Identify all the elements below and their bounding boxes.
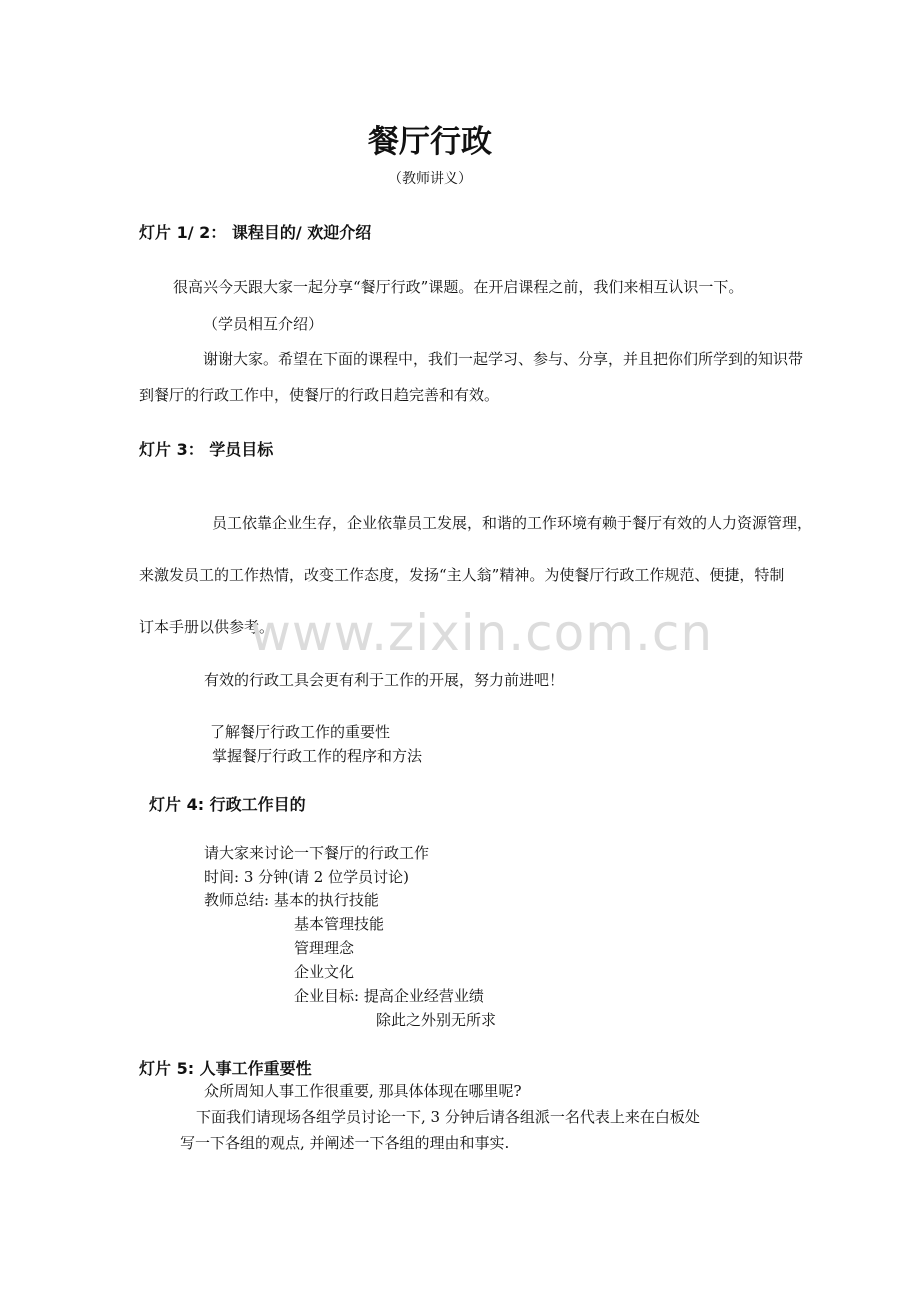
list-item: 企业文化 (294, 963, 355, 981)
paragraph: （学员相互介绍） (203, 315, 324, 333)
list-item: 管理理念 (294, 939, 355, 957)
list-item: 掌握餐厅行政工作的程序和方法 (212, 747, 423, 765)
watermark-text: www.zixin.com.cn (250, 604, 714, 662)
list-item: 请大家来讨论一下餐厅的行政工作 (204, 844, 430, 862)
section-heading-slide-1-2: 灯片 1/ 2： 课程目的/ 欢迎介绍 (139, 223, 372, 242)
document-subtitle: （教师讲义） (388, 171, 472, 187)
paragraph: 订本手册以供参考。 (139, 618, 275, 636)
document-title: 餐厅行政 (368, 124, 492, 160)
paragraph: 写一下各组的观点, 并阐述一下各组的理由和事实. (180, 1134, 510, 1152)
list-item: 时间: 3 分钟(请 2 位学员讨论) (204, 868, 409, 886)
paragraph: 来激发员工的工作热情，改变工作态度，发扬“主人翁”精神。为使餐厅行政工作规范、便捷，特制 (139, 566, 785, 584)
paragraph: 到餐厅的行政工作中，使餐厅的行政日趋完善和有效。 (139, 386, 500, 404)
list-item: 了解餐厅行政工作的重要性 (210, 723, 391, 741)
section-heading-slide-4: 灯片 4: 行政工作目的 (149, 795, 306, 814)
section-heading-slide-3: 灯片 3： 学员目标 (139, 440, 274, 459)
paragraph: 员工依靠企业生存，企业依靠员工发展，和谐的工作环境有赖于餐厅有效的人力资源管理， (212, 514, 813, 532)
paragraph: 众所周知人事工作很重要, 那具体体现在哪里呢? (204, 1082, 522, 1100)
paragraph: 谢谢大家。希望在下面的课程中，我们一起学习、参与、分享，并且把你们所学到的知识带 (203, 350, 804, 368)
section-heading-slide-5: 灯片 5: 人事工作重要性 (139, 1059, 312, 1078)
list-item: 基本管理技能 (294, 915, 385, 933)
list-item: 教师总结: 基本的执行技能 (204, 891, 379, 909)
list-item: 企业目标: 提高企业经营业绩 (294, 987, 484, 1005)
paragraph: 下面我们请现场各组学员讨论一下, 3 分钟后请各组派一名代表上来在白板处 (196, 1108, 700, 1126)
paragraph: 有效的行政工具会更有利于工作的开展，努力前进吧！ (204, 671, 565, 689)
list-item: 除此之外别无所求 (376, 1011, 497, 1029)
paragraph: 很高兴今天跟大家一起分享“餐厅行政”课题。在开启课程之前，我们来相互认识一下。 (173, 278, 744, 296)
